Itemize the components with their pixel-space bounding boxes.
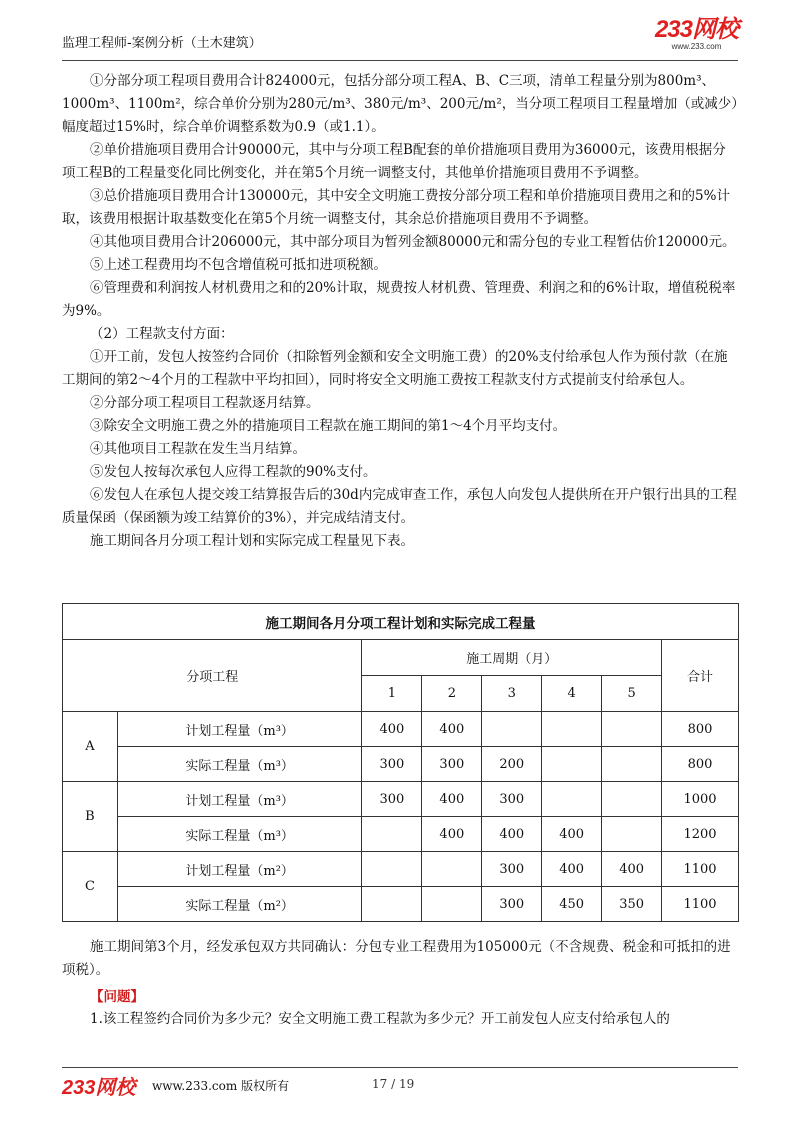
paragraph: ②分部分项工程项目工程款逐月结算。	[90, 395, 320, 411]
paragraph: ⑥管理费和利润按人材机费用之和的20%计取，规费按人材机费、管理费、利润之和的6%计取，增值税税率为9%。	[62, 280, 736, 319]
table-row	[63, 712, 739, 747]
document-title: 监理工程师-案例分析（土木建筑）	[62, 36, 262, 51]
cell: 300	[362, 747, 422, 782]
footer-divider	[62, 1067, 738, 1068]
header-period: 施工周期（月）	[362, 640, 662, 676]
cell	[602, 782, 662, 817]
paragraph: ①分部分项工程项目费用合计824000元，包括分部分项工程A、B、C三项，清单工程量分别为800m³、1000m³、1100m²，综合单价分别为280元/m³、380元/m³、200元/m²，当分项工程项目工程量增加（或减少）幅度超过15%时，综合单价调整系数为0.9（或1.1）。	[62, 73, 738, 135]
paragraph: ⑤上述工程费用均不包含增值税可抵扣进项税额。	[90, 257, 387, 273]
row-label: 实际工程量（m³）	[117, 747, 362, 782]
table-row	[63, 887, 739, 922]
header-total: 合计	[662, 640, 739, 712]
quantity-table	[62, 603, 739, 922]
row-total: 1100	[662, 887, 739, 922]
cell: 400	[542, 817, 602, 852]
cell: 300	[482, 887, 542, 922]
row-total: 800	[662, 712, 739, 747]
page-number: 17 / 19	[372, 1077, 415, 1091]
table-row	[63, 817, 739, 852]
cell	[362, 852, 422, 887]
section-heading: （2）工程款支付方面：	[90, 326, 234, 342]
cell	[542, 712, 602, 747]
paragraph: ④其他项目费用合计206000元，其中部分项目为暂列金额80000元和需分包的专业工程暂估价120000元。	[90, 234, 736, 250]
cell: 400	[542, 852, 602, 887]
row-total: 800	[662, 747, 739, 782]
row-label: 计划工程量（m³）	[117, 712, 362, 747]
item-name: B	[63, 782, 118, 852]
cell: 400	[362, 712, 422, 747]
item-name: A	[63, 712, 118, 782]
table-row	[63, 852, 739, 887]
header-divider	[62, 60, 738, 61]
row-label: 计划工程量（m²）	[117, 852, 362, 887]
cell: 400	[422, 782, 482, 817]
brand-logo[interactable]	[655, 18, 738, 51]
cell	[482, 712, 542, 747]
brand-logo-text: 233网校	[654, 16, 738, 43]
item-name: C	[63, 852, 118, 922]
cell	[362, 887, 422, 922]
header-month: 5	[602, 676, 662, 712]
cell	[362, 817, 422, 852]
post-table-text	[62, 936, 738, 982]
cell	[602, 747, 662, 782]
conditions-text	[62, 70, 738, 553]
page-header	[62, 18, 738, 60]
table-caption: 施工期间各月分项工程计划和实际完成工程量	[63, 604, 739, 640]
header-month: 2	[422, 676, 482, 712]
cell	[422, 852, 482, 887]
row-total: 1000	[662, 782, 739, 817]
cell: 400	[422, 712, 482, 747]
cell: 450	[542, 887, 602, 922]
row-total: 1100	[662, 852, 739, 887]
paragraph: 施工期间各月分项工程计划和实际完成工程量见下表。	[90, 533, 414, 549]
cell: 300	[482, 782, 542, 817]
cell	[602, 817, 662, 852]
cell: 400	[422, 817, 482, 852]
question-1: 1.该工程签约合同价为多少元？安全文明施工费工程款为多少元？开工前发包人应支付给承包人的	[90, 1011, 670, 1027]
cell: 400	[482, 817, 542, 852]
footer-logo[interactable]: 233网校	[62, 1077, 136, 1099]
paragraph: ③除安全文明施工费之外的措施项目工程款在施工期间的第1～4个月平均支付。	[90, 418, 567, 434]
header-month: 1	[362, 676, 422, 712]
table-row	[63, 747, 739, 782]
row-label: 实际工程量（m²）	[117, 887, 362, 922]
paragraph: ③总价措施项目费用合计130000元，其中安全文明施工费按分部分项工程和单价措施项目费用之和的5%计取，该费用根据计取基数变化在第5个月统一调整支付，其余总价措施项目费用不予调整。	[62, 188, 730, 227]
row-label: 计划工程量（m³）	[117, 782, 362, 817]
question-heading: 【问题】	[90, 989, 144, 1005]
header-month: 3	[482, 676, 542, 712]
paragraph: ⑥发包人在承包人提交竣工结算报告后的30d内完成审查工作，承包人向发包人提供所在开户银行出具的工程质量保函（保函额为竣工结算价的3%），并完成结清支付。	[62, 487, 737, 526]
footer-copyright: www.233.com 版权所有	[152, 1079, 290, 1093]
cell	[542, 747, 602, 782]
header-month: 4	[542, 676, 602, 712]
header-item: 分项工程	[63, 640, 362, 712]
table-row	[63, 782, 739, 817]
brand-logo-url: www.233.com	[671, 42, 722, 51]
paragraph: 施工期间第3个月，经发承包双方共同确认：分包专业工程费用为105000元（不含规费、税金和可抵扣的进项税）。	[62, 939, 731, 978]
cell: 200	[482, 747, 542, 782]
paragraph: ②单价措施项目费用合计90000元，其中与分项工程B配套的单价措施项目费用为36000元，该费用根据分项工程B的工程量变化同比例变化，并在第5个月统一调整支付，其他单价措施项目费用不予调整。	[62, 142, 726, 181]
cell: 350	[602, 887, 662, 922]
row-label: 实际工程量（m³）	[117, 817, 362, 852]
paragraph: ①开工前，发包人按签约合同价（扣除暂列金额和安全文明施工费）的20%支付给承包人作为预付款（在施工期间的第2～4个月的工程款中平均扣回），同时将安全文明施工费按工程款支付方式提前支付给承包人。	[62, 349, 728, 388]
cell: 300	[422, 747, 482, 782]
cell: 300	[362, 782, 422, 817]
paragraph: ④其他项目工程款在发生当月结算。	[90, 441, 306, 457]
row-total: 1200	[662, 817, 739, 852]
cell: 400	[602, 852, 662, 887]
cell	[542, 782, 602, 817]
paragraph: ⑤发包人按每次承包人应得工程款的90%支付。	[90, 464, 377, 480]
cell	[422, 887, 482, 922]
cell: 300	[482, 852, 542, 887]
cell	[602, 712, 662, 747]
